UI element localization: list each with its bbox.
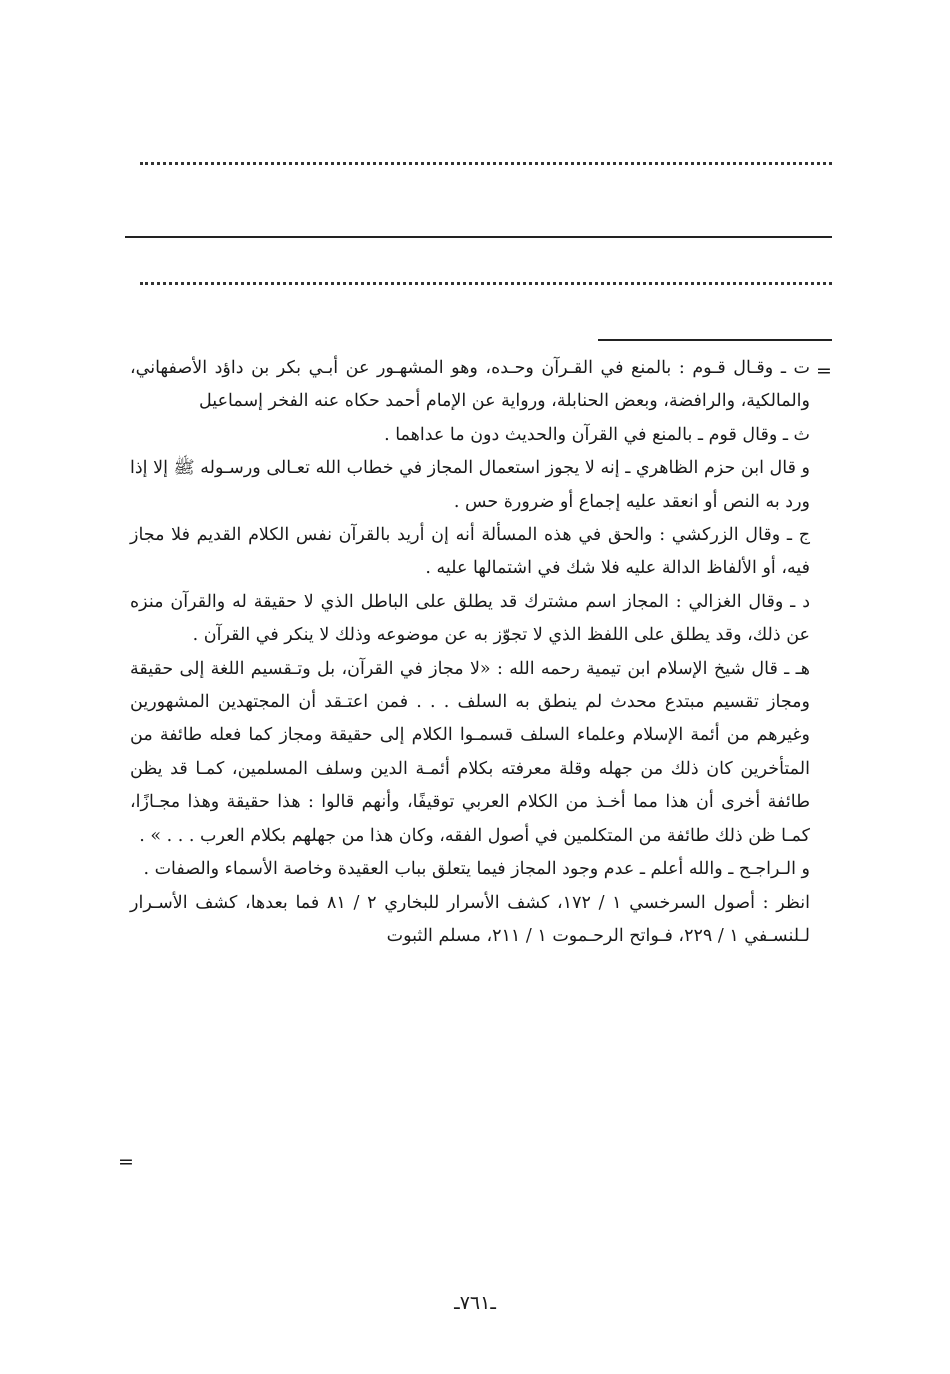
footnote-paragraph: د ـ وقال الغزالي : المجاز اسم مشترك قد يطلق على الباطل الذي لا حقيقة له والقرآن منزه عن ذلك، وقد يطلق على اللفظ الذي لا تجوّز به عن موضوعه وذلك لا ينكر في القرآن . bbox=[130, 591, 810, 646]
horizontal-rule bbox=[125, 236, 832, 238]
continuation-mark-end: = bbox=[118, 1151, 134, 1173]
footnote-paragraph: و الـراجـح ـ والله أعلم ـ عدم وجود المجاز فيما يتعلق بباب العقيدة وخاصة الأسماء والصفات . bbox=[143, 859, 810, 880]
page-number: ـ٧٦١ـ bbox=[454, 1292, 496, 1314]
footnote-paragraph: ث ـ وقال قوم ـ بالمنع في القرآن والحديث دون ما عداهما . bbox=[384, 424, 810, 445]
footnote-paragraph: ج ـ وقال الزركشي : والحق في هذه المسألة أنه إن أريد بالقرآن نفس الكلام القديم فلا مجاز فيه، أو الألفاظ الدالة عليه فلا شك في اشتمالها عليه . bbox=[130, 525, 810, 579]
footnote-paragraph: هـ ـ قال شيخ الإسلام ابن تيمية رحمه الله : «لا مجاز في القرآن، بل وتـقسيم اللغة إلى حقيقة ومجاز تقسيم مبتدع محدث لم ينطق به السلف . . . فمن اعتـقد أن المجتهدين المشهورين وغيرهم من أئمة الإسلام وعلماء السلف قسمـوا الكلام إلى حقيقة ومجاز كما فعله طائفة من المتأخرين كان ذلك من جهله وقلة معرفته بكلام أئمـة الدين وسلف المسلمين، كمـا قد يظن طائفة أخرى أن هذا مما أخـذ من الكلام العربي توقيفًا، وأنهم قالوا : هذا حقيقة وهذا مجـازًا، كمـا ظن ذلك طائفة من المتكلمين في أصول الفقه، وكان هذا من جهلهم بكلام العرب . . . » . bbox=[130, 658, 810, 846]
footnote-rule bbox=[598, 339, 832, 341]
footnote-paragraph: ت ـ وقـال قـوم : بالمنع في القـرآن وحـده، وهو المشهـور عن أبـي بكر بن داؤد الأصفهاني، والمالكية، والرافضة، وبعض الحنابلة، ورواية عن الإمام أحمد حكاه عنه الفخر إسماعيل bbox=[130, 358, 810, 412]
footnote-paragraph: انظر : أصول السرخسي ١ / ١٧٢، كشف الأسرار للبخاري ٢ / ٨١ فما بعدها، كشف الأسـرار لـلنسـفي ١ / ٢٢٩، فـواتح الرحـموت ١ / ٢١١، مسلم الثبوت bbox=[130, 892, 810, 946]
footnote-paragraph: و قال ابن حزم الظاهري ـ إنه لا يجوز استعمال المجاز في خطاب الله تعـالى ورسـوله ﷺ إلا إذا ورد به النص أو انعقد عليه إجماع أو ضرورة حس . bbox=[130, 458, 810, 512]
footnote-body bbox=[130, 352, 810, 953]
dotted-separator-bottom bbox=[140, 282, 832, 285]
continuation-mark-start: = bbox=[816, 360, 832, 382]
dotted-separator-top bbox=[140, 162, 832, 165]
